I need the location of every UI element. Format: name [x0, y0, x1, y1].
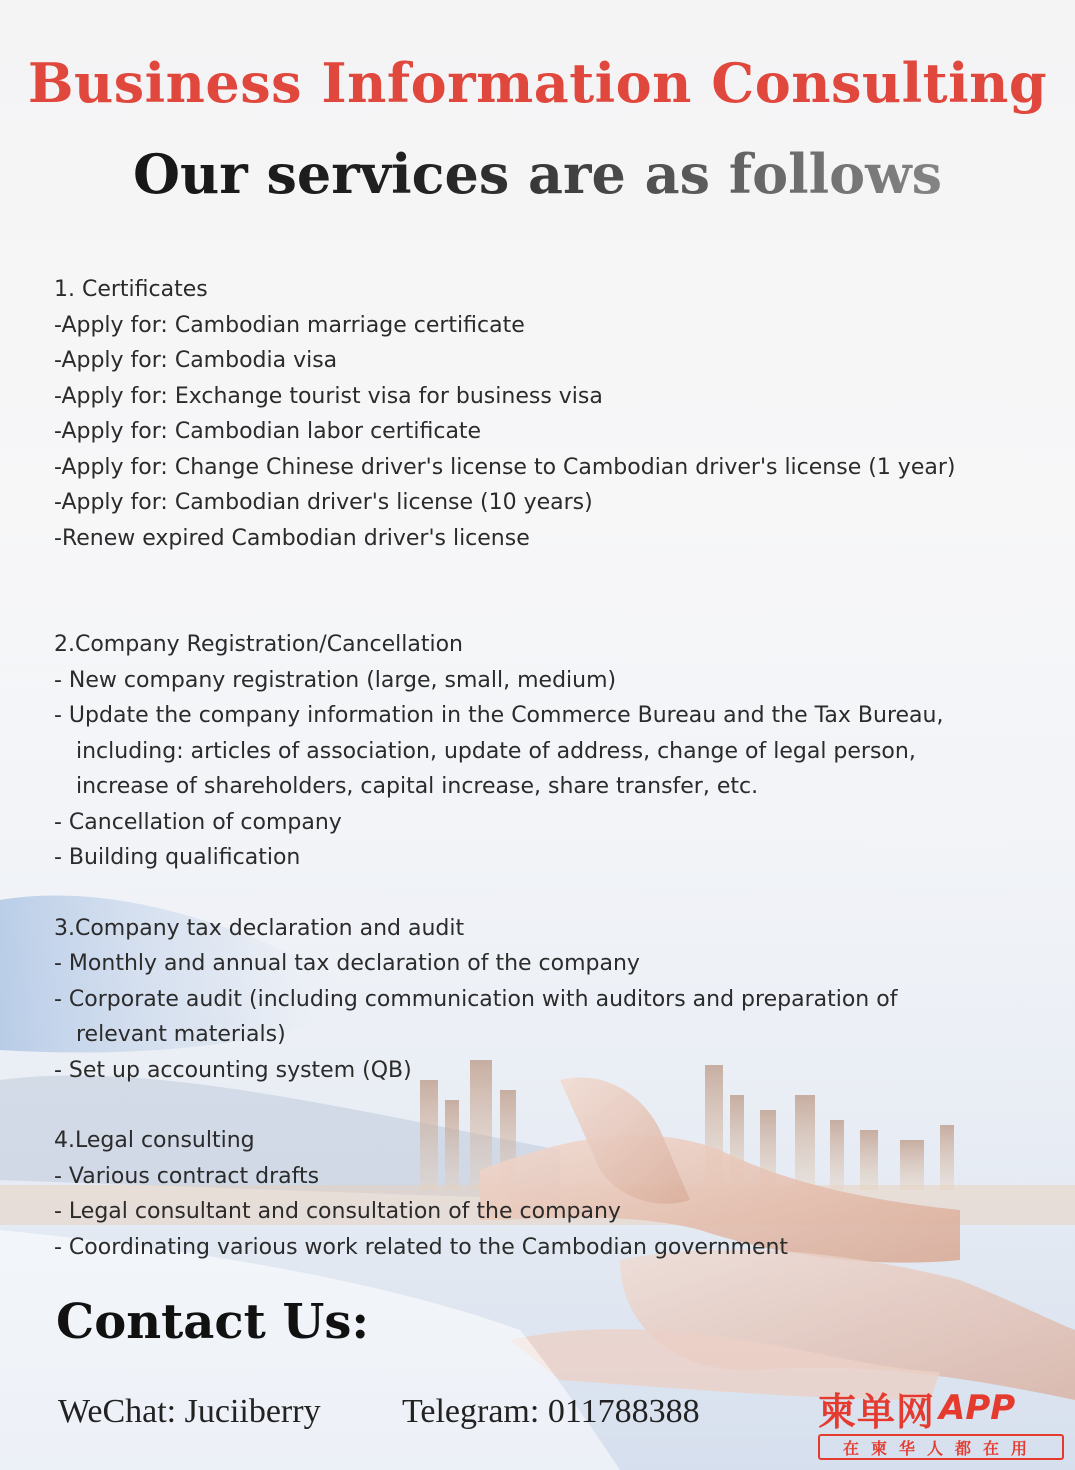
list-item: - New company registration (large, small, medium): [54, 667, 617, 693]
section-heading: 1. Certificates: [54, 277, 208, 302]
list-item: -Apply for: Change Chinese driver's license to Cambodian driver's license (1 year): [54, 454, 956, 480]
list-item: - Cancellation of company: [54, 809, 342, 835]
logo-suffix: APP: [939, 1388, 1016, 1428]
list-item: - Update the company information in the Commerce Bureau and the Tax Bureau,: [54, 703, 944, 728]
list-item: - Set up accounting system (QB): [54, 1057, 412, 1083]
list-item: - Building qualification: [54, 845, 301, 870]
logo-name: 柬单网: [818, 1389, 936, 1434]
section-company-registration: [54, 627, 1014, 876]
list-item: - Various contract drafts: [54, 1163, 320, 1189]
list-item-continuation: increase of shareholders, capital increase, share transfer, etc.: [76, 774, 759, 799]
list-item: -Apply for: Exchange tourist visa for business visa: [54, 383, 603, 409]
section-heading: 2.Company Registration/Cancellation: [54, 632, 463, 657]
list-item: - Monthly and annual tax declaration of the company: [54, 951, 640, 976]
list-item: -Apply for: Cambodian driver's license (10 years): [54, 490, 593, 515]
page-title: Business Information Consulting: [27, 51, 1048, 115]
app-logo: [818, 1386, 1070, 1466]
list-item: - Legal consultant and consultation of the company: [54, 1199, 621, 1224]
list-item: - Corporate audit (including communication with auditors and preparation of: [54, 986, 898, 1012]
section-heading: 3.Company tax declaration and audit: [54, 915, 465, 941]
list-item-continuation: relevant materials): [76, 1022, 286, 1047]
section-certificates: [54, 272, 1014, 556]
list-item: -Apply for: Cambodia visa: [54, 348, 338, 373]
section-heading: 4.Legal consulting: [54, 1128, 255, 1153]
wechat-contact: WeChat: Juciiberry: [58, 1393, 321, 1430]
section-tax-audit: [54, 911, 1014, 1089]
list-item: - Coordinating various work related to the Cambodian government: [54, 1234, 789, 1260]
list-item: -Renew expired Cambodian driver's license: [54, 525, 530, 551]
list-item: -Apply for: Cambodian marriage certificate: [54, 312, 525, 338]
telegram-contact: Telegram: 011788388: [402, 1393, 700, 1430]
contact-title: Contact Us:: [56, 1294, 370, 1350]
services-list: [54, 272, 1014, 1265]
list-item: -Apply for: Cambodian labor certificate: [54, 419, 482, 444]
logo-tagline: 在柬华人都在用: [818, 1434, 1064, 1460]
list-item-continuation: including: articles of association, update of address, change of legal person,: [76, 738, 916, 764]
section-legal-consulting: [54, 1123, 1014, 1265]
page-subtitle: Our services are as follows: [0, 142, 1075, 206]
